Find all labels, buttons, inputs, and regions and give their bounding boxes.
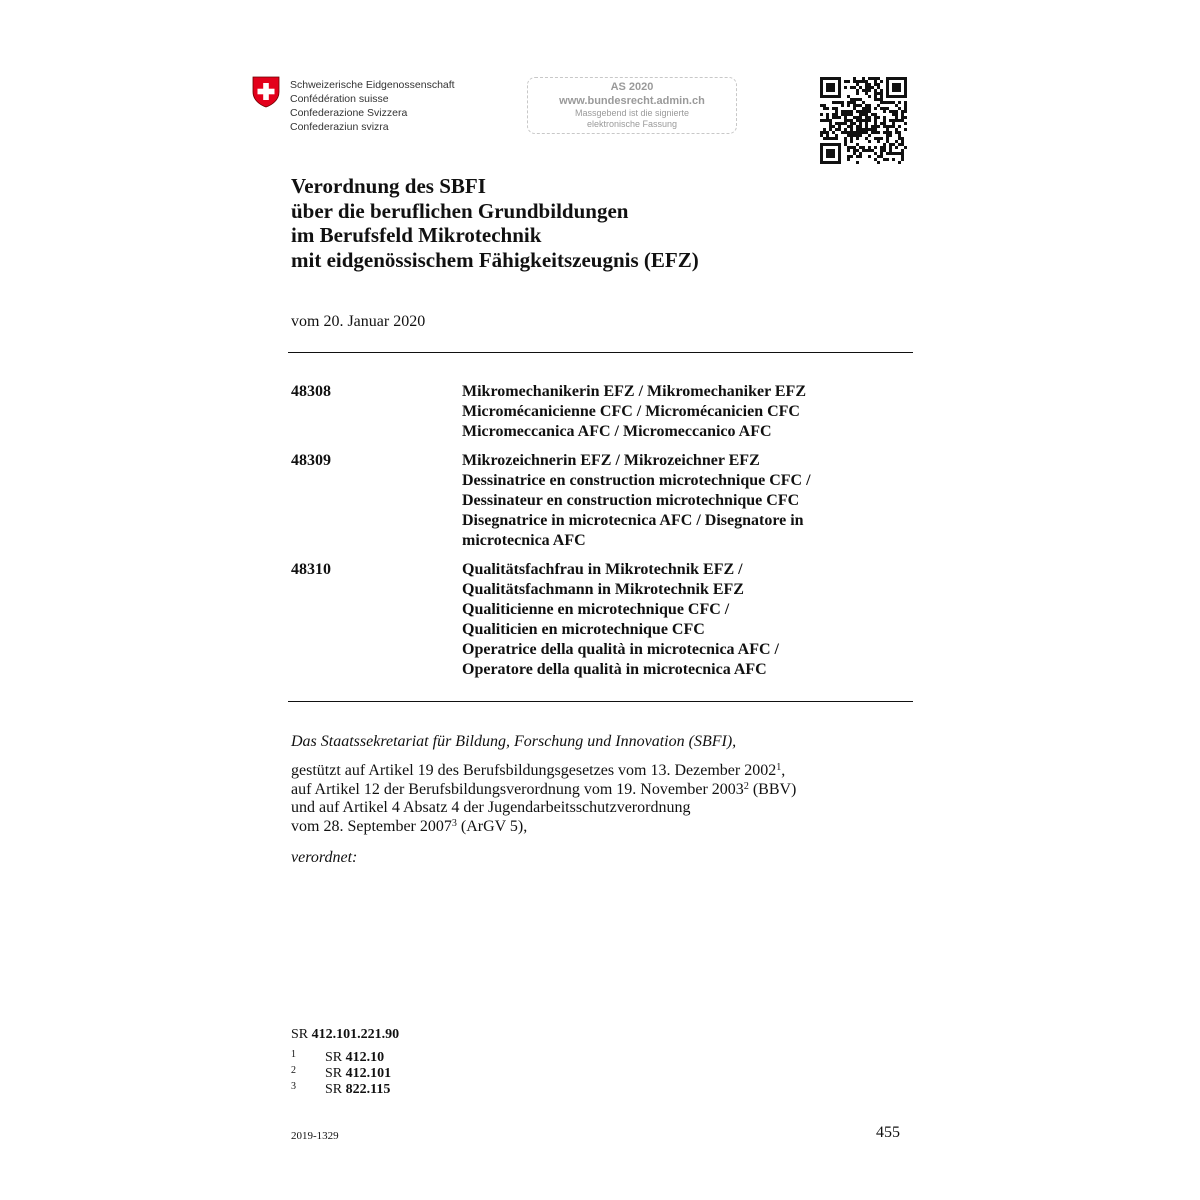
sr-prefix: SR xyxy=(291,1027,309,1042)
title-line-4: mit eidgenössischem Fähigkeitszeugnis (EFZ) xyxy=(291,247,699,272)
confederation-name-de: Schweizerische Eidgenossenschaft xyxy=(290,79,455,91)
profession-name: Mikrozeichnerin EFZ / Mikrozeichner EFZ xyxy=(462,452,760,469)
stamp-website: www.bundesrecht.admin.ch xyxy=(559,95,705,107)
profession-names xyxy=(462,382,806,442)
profession-row xyxy=(291,382,911,442)
footnote-ref: 3 xyxy=(451,817,457,829)
profession-name: Disegnatrice in microtecnica AFC / Disegnatore in xyxy=(462,512,804,529)
profession-row xyxy=(291,560,911,680)
legal-basis-line-1 xyxy=(291,762,796,781)
profession-name: Operatrice della qualità in microtecnica AFC / xyxy=(462,641,779,658)
footnote-number: 1 xyxy=(291,1049,296,1060)
legal-basis-text: auf Artikel 12 der Berufsbildungsverordnung vom 19. November 2003 xyxy=(291,780,744,798)
legal-basis-line-4 xyxy=(291,818,796,837)
legal-basis-line-2 xyxy=(291,781,796,800)
bottom-divider xyxy=(288,701,913,702)
footnote xyxy=(291,1079,390,1098)
professions-table xyxy=(291,382,911,689)
footnote-prefix: SR xyxy=(325,1050,343,1065)
profession-names xyxy=(462,451,811,551)
top-divider xyxy=(288,352,913,353)
sr-number xyxy=(291,1027,399,1043)
confederation-names xyxy=(290,78,455,134)
footnote-ref-value: 412.10 xyxy=(345,1050,385,1065)
legal-basis-text: , xyxy=(781,762,786,779)
profession-name: Mikromechanikerin EFZ / Mikromechaniker EFZ xyxy=(462,383,806,400)
footnote-number: 3 xyxy=(291,1081,296,1092)
swiss-cross-shield-icon xyxy=(252,76,280,108)
title-line-3: im Berufsfeld Mikrotechnik xyxy=(291,223,542,247)
profession-name: Micromécanicienne CFC / Micromécanicien CFC xyxy=(462,403,800,420)
official-stamp xyxy=(527,77,737,134)
page-number: 455 xyxy=(876,1124,900,1141)
legal-basis-text: gestützt auf Artikel 19 des Berufsbildungsgesetzes vom 13. Dezember 2002 xyxy=(291,762,777,779)
confederation-name-rm: Confederaziun svizra xyxy=(290,121,389,133)
stamp-note-line-2: elektronische Fassung xyxy=(586,119,678,129)
profession-name: Micromeccanica AFC / Micromeccanico AFC xyxy=(462,423,772,440)
legal-basis-text: (BBV) xyxy=(748,780,797,798)
profession-name: Operatore della qualità in microtecnica AFC xyxy=(462,661,767,678)
legal-basis-text: vom 28. September 2007 xyxy=(291,817,452,835)
document-title xyxy=(291,174,699,272)
legal-basis xyxy=(291,762,796,836)
footnote-number: 2 xyxy=(291,1065,296,1076)
footnote-ref-value: 822.115 xyxy=(345,1082,391,1097)
legal-basis-line-3: und auf Artikel 4 Absatz 4 der Jugendarbeitsschutzverordnung xyxy=(291,799,691,817)
profession-name: Qualitätsfachmann in Mikrotechnik EFZ xyxy=(462,581,744,598)
title-line-2: über die beruflichen Grundbildungen xyxy=(291,198,629,223)
profession-code: 48309 xyxy=(291,452,331,469)
confederation-name-it: Confederazione Svizzera xyxy=(290,107,408,119)
footnote-prefix: SR xyxy=(325,1066,343,1081)
footnote-ref-value: 412.101 xyxy=(345,1066,392,1081)
profession-name: Qualiticien en microtechnique CFC xyxy=(462,621,705,638)
sr-value: 412.101.221.90 xyxy=(311,1027,400,1042)
footnote-ref: 2 xyxy=(743,780,749,792)
profession-name: Dessinateur en construction microtechnique CFC xyxy=(462,492,800,509)
document-number: 2019-1329 xyxy=(291,1130,339,1142)
profession-code: 48308 xyxy=(291,383,331,400)
ordains-text: verordnet: xyxy=(291,849,358,866)
profession-code: 48310 xyxy=(291,561,331,578)
document-date: vom 20. Januar 2020 xyxy=(291,313,426,330)
confederation-name-fr: Confédération suisse xyxy=(290,93,389,105)
profession-name: Qualiticienne en microtechnique CFC / xyxy=(462,601,730,618)
legal-basis-text: (ArGV 5), xyxy=(456,817,528,835)
stamp-note-line-1: Massgebend ist die signierte xyxy=(574,108,690,118)
profession-names xyxy=(462,560,779,680)
profession-row xyxy=(291,451,911,551)
stamp-collection: AS 2020 xyxy=(610,81,654,93)
footnote-prefix: SR xyxy=(325,1082,343,1097)
title-line-1: Verordnung des SBFI xyxy=(291,174,486,198)
issuing-authority: Das Staatssekretariat für Bildung, Forschung und Innovation (SBFI), xyxy=(291,733,737,750)
profession-name: Qualitätsfachfrau in Mikrotechnik EFZ / xyxy=(462,561,743,578)
qr-code-icon xyxy=(820,77,907,164)
profession-name: microtecnica AFC xyxy=(462,532,586,549)
footnote-ref: 1 xyxy=(776,762,782,773)
profession-name: Dessinatrice en construction microtechnique CFC / xyxy=(462,472,811,489)
